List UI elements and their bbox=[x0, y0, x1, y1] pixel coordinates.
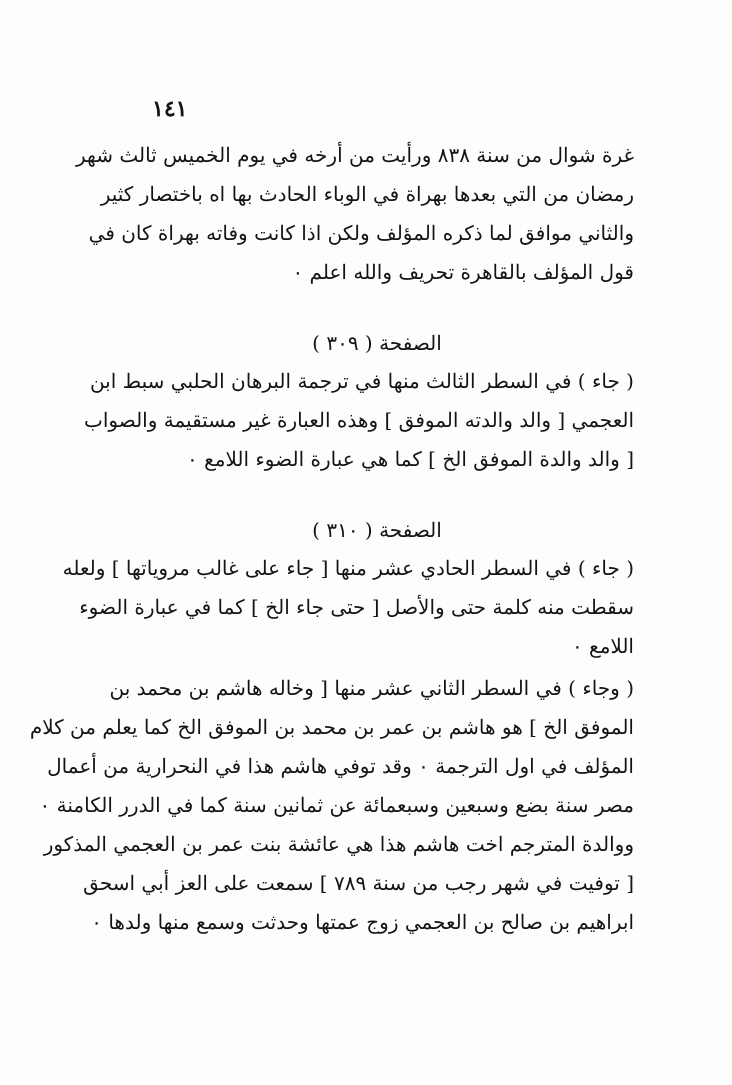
text-line: [ والد والدة الموفق الخ ] كما هي عبارة الضوء اللامع ٠ bbox=[187, 447, 634, 471]
text-line: ( جاء ) في السطر الثالث منها في ترجمة البرهان الحلبي سبط ابن bbox=[89, 369, 634, 393]
section-heading-309: الصفحة ( ٣٠٩ ) bbox=[312, 331, 442, 355]
text-line: المؤلف في اول الترجمة ٠ وقد توفي هاشم هذا في النحرارية من أعمال bbox=[47, 754, 634, 778]
paragraph-3 bbox=[62, 549, 634, 666]
text-line: والثاني موافق لما ذكره المؤلف ولكن اذا كانت وفاته بهراة كان في bbox=[88, 221, 634, 245]
text-line: ابراهيم بن صالح بن العجمي زوج عمتها وحدثت وسمع منها ولدها ٠ bbox=[91, 910, 634, 934]
text-line: سقطت منه كلمة حتى والأصل [ حتى جاء الخ ] كما في عبارة الضوء bbox=[79, 595, 634, 619]
text-line: الموفق الخ ] هو هاشم بن عمر بن محمد بن الموفق الخ كما يعلم من كلام bbox=[29, 715, 634, 739]
text-line: ( وجاء ) في السطر الثاني عشر منها [ وخاله هاشم بن محمد بن bbox=[109, 676, 634, 700]
text-line: مصر سنة بضع وسبعين وسبعمائة عن ثمانين سنة كما في الدرر الكامنة ٠ bbox=[39, 793, 634, 817]
page-number: ١٤١ bbox=[152, 96, 188, 122]
paragraph-2 bbox=[84, 362, 634, 479]
text-line: غرة شوال من سنة ٨٣٨ ورأيت من أرخه في يوم الخميس ثالث شهر bbox=[75, 143, 634, 167]
text-line: [ توفيت في شهر رجب من سنة ٧٨٩ ] سمعت على العز أبي اسحق bbox=[83, 871, 634, 895]
text-line: رمضان من التي بعدها بهراة في الوباء الحادث بها اه باختصار كثير bbox=[100, 182, 634, 206]
paragraph-1 bbox=[75, 136, 634, 292]
paragraph-4 bbox=[29, 669, 634, 942]
text-line: اللامع ٠ bbox=[571, 634, 634, 658]
text-line: العجمي [ والد والدته الموفق ] وهذه العبارة غير مستقيمة والصواب bbox=[84, 408, 634, 432]
text-line: ( جاء ) في السطر الحادي عشر منها [ جاء على غالب مروياتها ] ولعله bbox=[62, 556, 634, 580]
text-line: ووالدة المترجم اخت هاشم هذا هي عائشة بنت عمر بن العجمي المذكور bbox=[43, 832, 634, 856]
text-line: قول المؤلف بالقاهرة تحريف والله اعلم ٠ bbox=[292, 260, 634, 284]
section-heading-310: الصفحة ( ٣١٠ ) bbox=[312, 518, 442, 542]
